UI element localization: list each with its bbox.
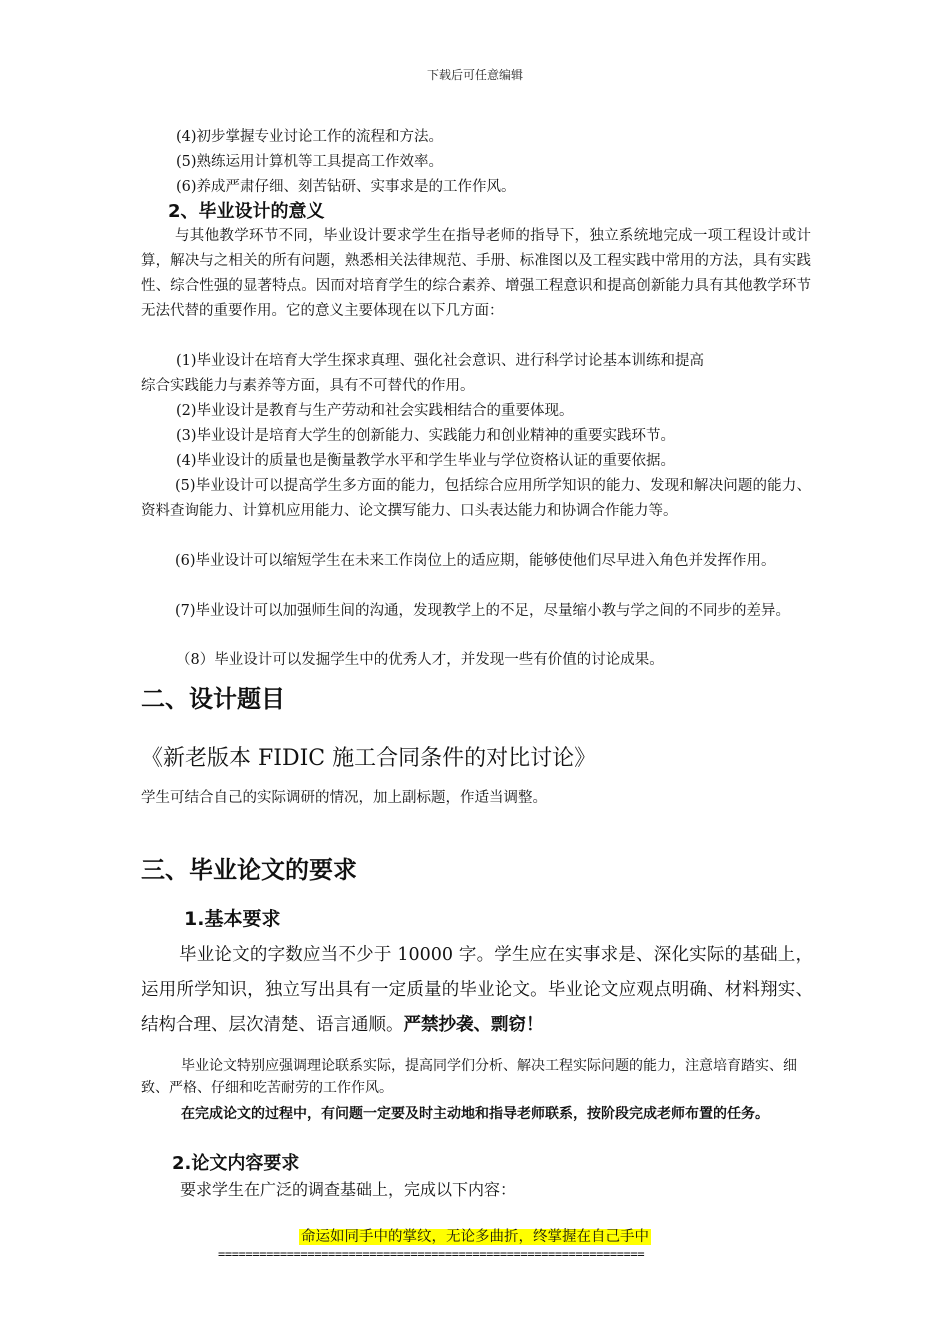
topic-title: 《新老版本 FIDIC 施工合同条件的对比讨论》 (141, 746, 597, 771)
significance-item-1a: (1)毕业设计在培育大学生探求真理、强化社会意识、进行科学讨论基本训练和提高 (176, 353, 705, 369)
topic-heading: 二、设计题目 (141, 685, 285, 713)
significance-item-8: （8）毕业设计可以发掘学生中的优秀人才，并发现一些有价值的讨论成果。 (176, 652, 664, 668)
basic-requirements-body: 毕业论文的字数应当不少于 10000 字。学生应在实事求是、深化实际的基础上，运用所学知识，独立写出具有一定质量的毕业论文。毕业论文应观点明确、材料翔实、结构合理、层次清楚、语言通顺。 (141, 945, 813, 1035)
footer-motto-text: 命运如同手中的掌纹，无论多曲折，终掌握在自己手中 (301, 1229, 649, 1245)
requirements-heading: 三、毕业论文的要求 (141, 856, 357, 884)
footer-motto (0, 1227, 950, 1247)
content-requirements-intro: 要求学生在广泛的调查基础上，完成以下内容： (180, 1180, 517, 1199)
significance-item-1b: 综合实践能力与素养等方面，具有不可替代的作用。 (141, 378, 475, 394)
objective-item-4: (4)初步掌握专业讨论工作的流程和方法。 (176, 129, 444, 145)
objective-item-5: (5)熟练运用计算机等工具提高工作效率。 (176, 154, 444, 170)
content-requirements-heading: 2.论文内容要求 (172, 1153, 300, 1174)
significance-item-3: (3)毕业设计是培育大学生的创新能力、实践能力和创业精神的重要实践环节。 (176, 428, 676, 444)
basic-requirements-text (141, 938, 813, 1043)
significance-item-6: (6)毕业设计可以缩短学生在未来工作岗位上的适应期，能够使他们尽早进入角色并发挥作用。 (175, 553, 776, 569)
significance-heading: 2、毕业设计的意义 (168, 201, 325, 222)
requirements-para-contact: 在完成论文的过程中，有问题一定要及时主动地和指导老师联系，按阶段完成老师布置的任务。 (181, 1106, 769, 1122)
significance-item-5: (5)毕业设计可以提高学生多方面的能力，包括综合应用所学知识的能力、发现和解决问题的能力、资料查询能力、计算机应用能力、论文撰写能力、口头表达能力和协调合作能力等。 (141, 478, 811, 519)
basic-requirements-heading: 1.基本要求 (184, 908, 281, 930)
requirements-para-theory: 毕业论文特别应强调理论联系实际，提高同学们分析、解决工程实际问题的能力，注意培育踏实、细致、严格、仔细和吃苦耐劳的工作作风。 (141, 1058, 797, 1096)
significance-intro: 与其他教学环节不同，毕业设计要求学生在指导老师的指导下，独立系统地完成一项工程设计或计算，解决与之相关的所有问题，熟悉相关法律规范、手册、标准图以及工程实践中常用的方法，具有实践性、综合性强的显著特点。因而对培育学生的综合素养、增强工程意识和提高创新能力具有其他教学环节无法代替的重要作用。它的意义主要体现在以下几方面： (141, 228, 811, 319)
topic-note: 学生可结合自己的实际调研的情况，加上副标题，作适当调整。 (141, 790, 547, 806)
footer-rule: ============================================================== (218, 1247, 645, 1261)
significance-item-2: (2)毕业设计是教育与生产劳动和社会实践相结合的重要体现。 (176, 403, 574, 419)
page-header: 下载后可任意编辑 (426, 68, 523, 82)
significance-item-7: (7)毕业设计可以加强师生间的沟通，发现教学上的不足，尽量缩小教与学之间的不同步的差异。 (175, 603, 791, 619)
plagiarism-warning: 严禁抄袭、剽窃！ (403, 1015, 544, 1035)
objective-item-6: (6)养成严肃仔细、刻苦钻研、实事求是的工作作风。 (176, 179, 516, 195)
significance-item-4: (4)毕业设计的质量也是衡量教学水平和学生毕业与学位资格认证的重要依据。 (176, 453, 676, 469)
